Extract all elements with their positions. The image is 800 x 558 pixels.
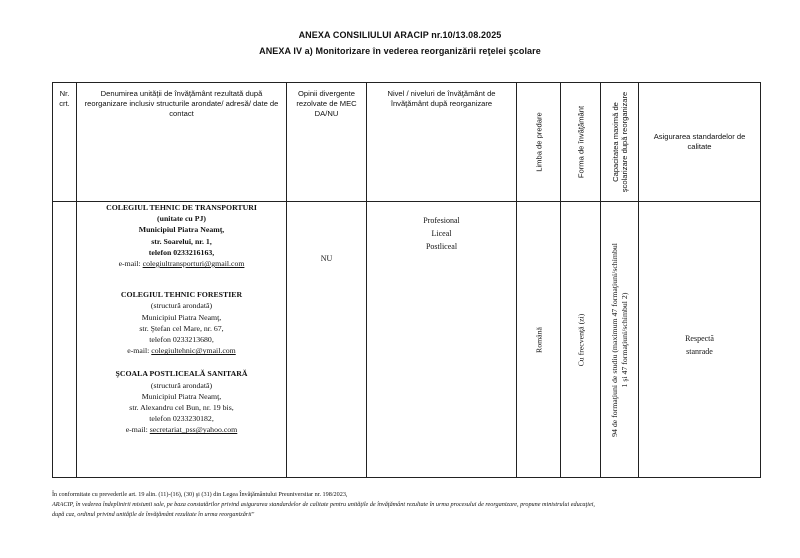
unit-type: (structură arondată) <box>150 301 213 311</box>
cell-nr <box>53 202 77 478</box>
header-standarde: Asigurarea standardelor de calitate <box>639 83 761 202</box>
footnote-line: după caz, ordinul privind unităţile de învăţământ rezultate în urma reorganizării" <box>52 511 255 518</box>
header-nivel: Nivel / niveluri de învăţământ de învăţământ după reorganizare <box>367 83 517 202</box>
annex-subtitle: ANEXA IV a) Monitorizare în vederea reorganizării reţelei şcolare <box>259 46 541 56</box>
header-forma: Forma de învăţământ <box>561 83 601 202</box>
cell-capacitate: 94 de formaţiuni de studiu (maximum 47 formaţiuni/schimbul 1 şi 47 formaţiuni/schimbul 2) <box>601 202 639 478</box>
header-limba: Limba de predare <box>517 83 561 202</box>
unit-email-link[interactable]: colegiultehnic@ymail.com <box>151 346 236 356</box>
cell-nivel: Profesional Liceal Postliceal <box>367 202 517 478</box>
cell-units <box>77 202 287 478</box>
unit-street: str. Soarelui, nr. 1, <box>151 236 212 246</box>
unit-email-link[interactable]: colegiultransporturi@gmail.com <box>142 259 245 269</box>
table-row <box>53 202 761 478</box>
unit-phone: telefon 0233230182, <box>149 414 214 424</box>
unit-name: COLEGIUL TEHNIC FORESTIER <box>120 290 243 300</box>
header-denumire: Denumirea unităţii de învăţământ rezultată după reorganizare inclusiv structurile arondate/ adresă/ date de contact <box>77 83 287 202</box>
unit-name: ŞCOALA POSTLICEALĂ SANITARĂ <box>115 369 248 379</box>
unit-block <box>77 202 286 269</box>
unit-email-line: e-mail: colegiultehnic@ymail.com <box>127 346 236 356</box>
unit-phone: telefon 0233216163, <box>148 247 215 257</box>
unit-email-link[interactable]: secretariat_pss@yahoo.com <box>149 425 238 435</box>
footnote-line: În conformitate cu prevederile art. 19 alin. (11)-(16), (30) şi (31) din Legea Învăţământului Preuniversitar nr. 198/2023, <box>52 491 348 498</box>
cell-standarde: Respectă stanrade <box>639 202 761 478</box>
unit-type: (unitate cu PJ) <box>157 214 206 224</box>
header-nr: Nr. crt. <box>53 83 77 202</box>
cell-opinii: NU <box>287 202 367 478</box>
unit-email-line: e-mail: secretariat_pss@yahoo.com <box>125 425 238 435</box>
unit-street: str. Ştefan cel Mare, nr. 67, <box>139 323 224 333</box>
header-capacitate: Capacitatea maximă de şcolarizare după reorganizare <box>601 83 639 202</box>
unit-type: (structură arondată) <box>150 380 213 390</box>
unit-city: Municipiul Piatra Neamţ, <box>141 391 222 401</box>
cell-limba: Română <box>517 202 561 478</box>
annex-title: ANEXA CONSILIULUI ARACIP nr.10/13.08.2025 <box>298 30 502 40</box>
unit-block <box>77 368 286 435</box>
unit-email-line: e-mail: colegiultransporturi@gmail.com <box>118 259 245 269</box>
unit-city: Municipiul Piatra Neamţ, <box>138 225 225 235</box>
unit-street: str. Alexandru cel Bun, nr. 19 bis, <box>129 403 234 413</box>
footnote-line: ARACIP, în vederea îndeplinirii misiunii sale, pe baza constatărilor privind asigurarea standardelor de calitate pentru unităţile de învăţământ rezultate în urma procesului de reorganizare, propune ministrului educaţiei, <box>52 501 595 508</box>
unit-city: Municipiul Piatra Neamţ, <box>141 312 222 322</box>
legal-footnote <box>52 490 764 520</box>
monitoring-table <box>52 82 761 478</box>
unit-block <box>77 289 286 356</box>
unit-name: COLEGIUL TEHNIC DE TRANSPORTURI <box>106 203 257 212</box>
header-opinii: Opinii divergente rezolvate de MEC DA/NU <box>287 83 367 202</box>
table-header-row <box>53 83 761 202</box>
cell-forma: Cu frecvenţă (zi) <box>561 202 601 478</box>
unit-phone: telefon 0233213680, <box>149 335 214 345</box>
